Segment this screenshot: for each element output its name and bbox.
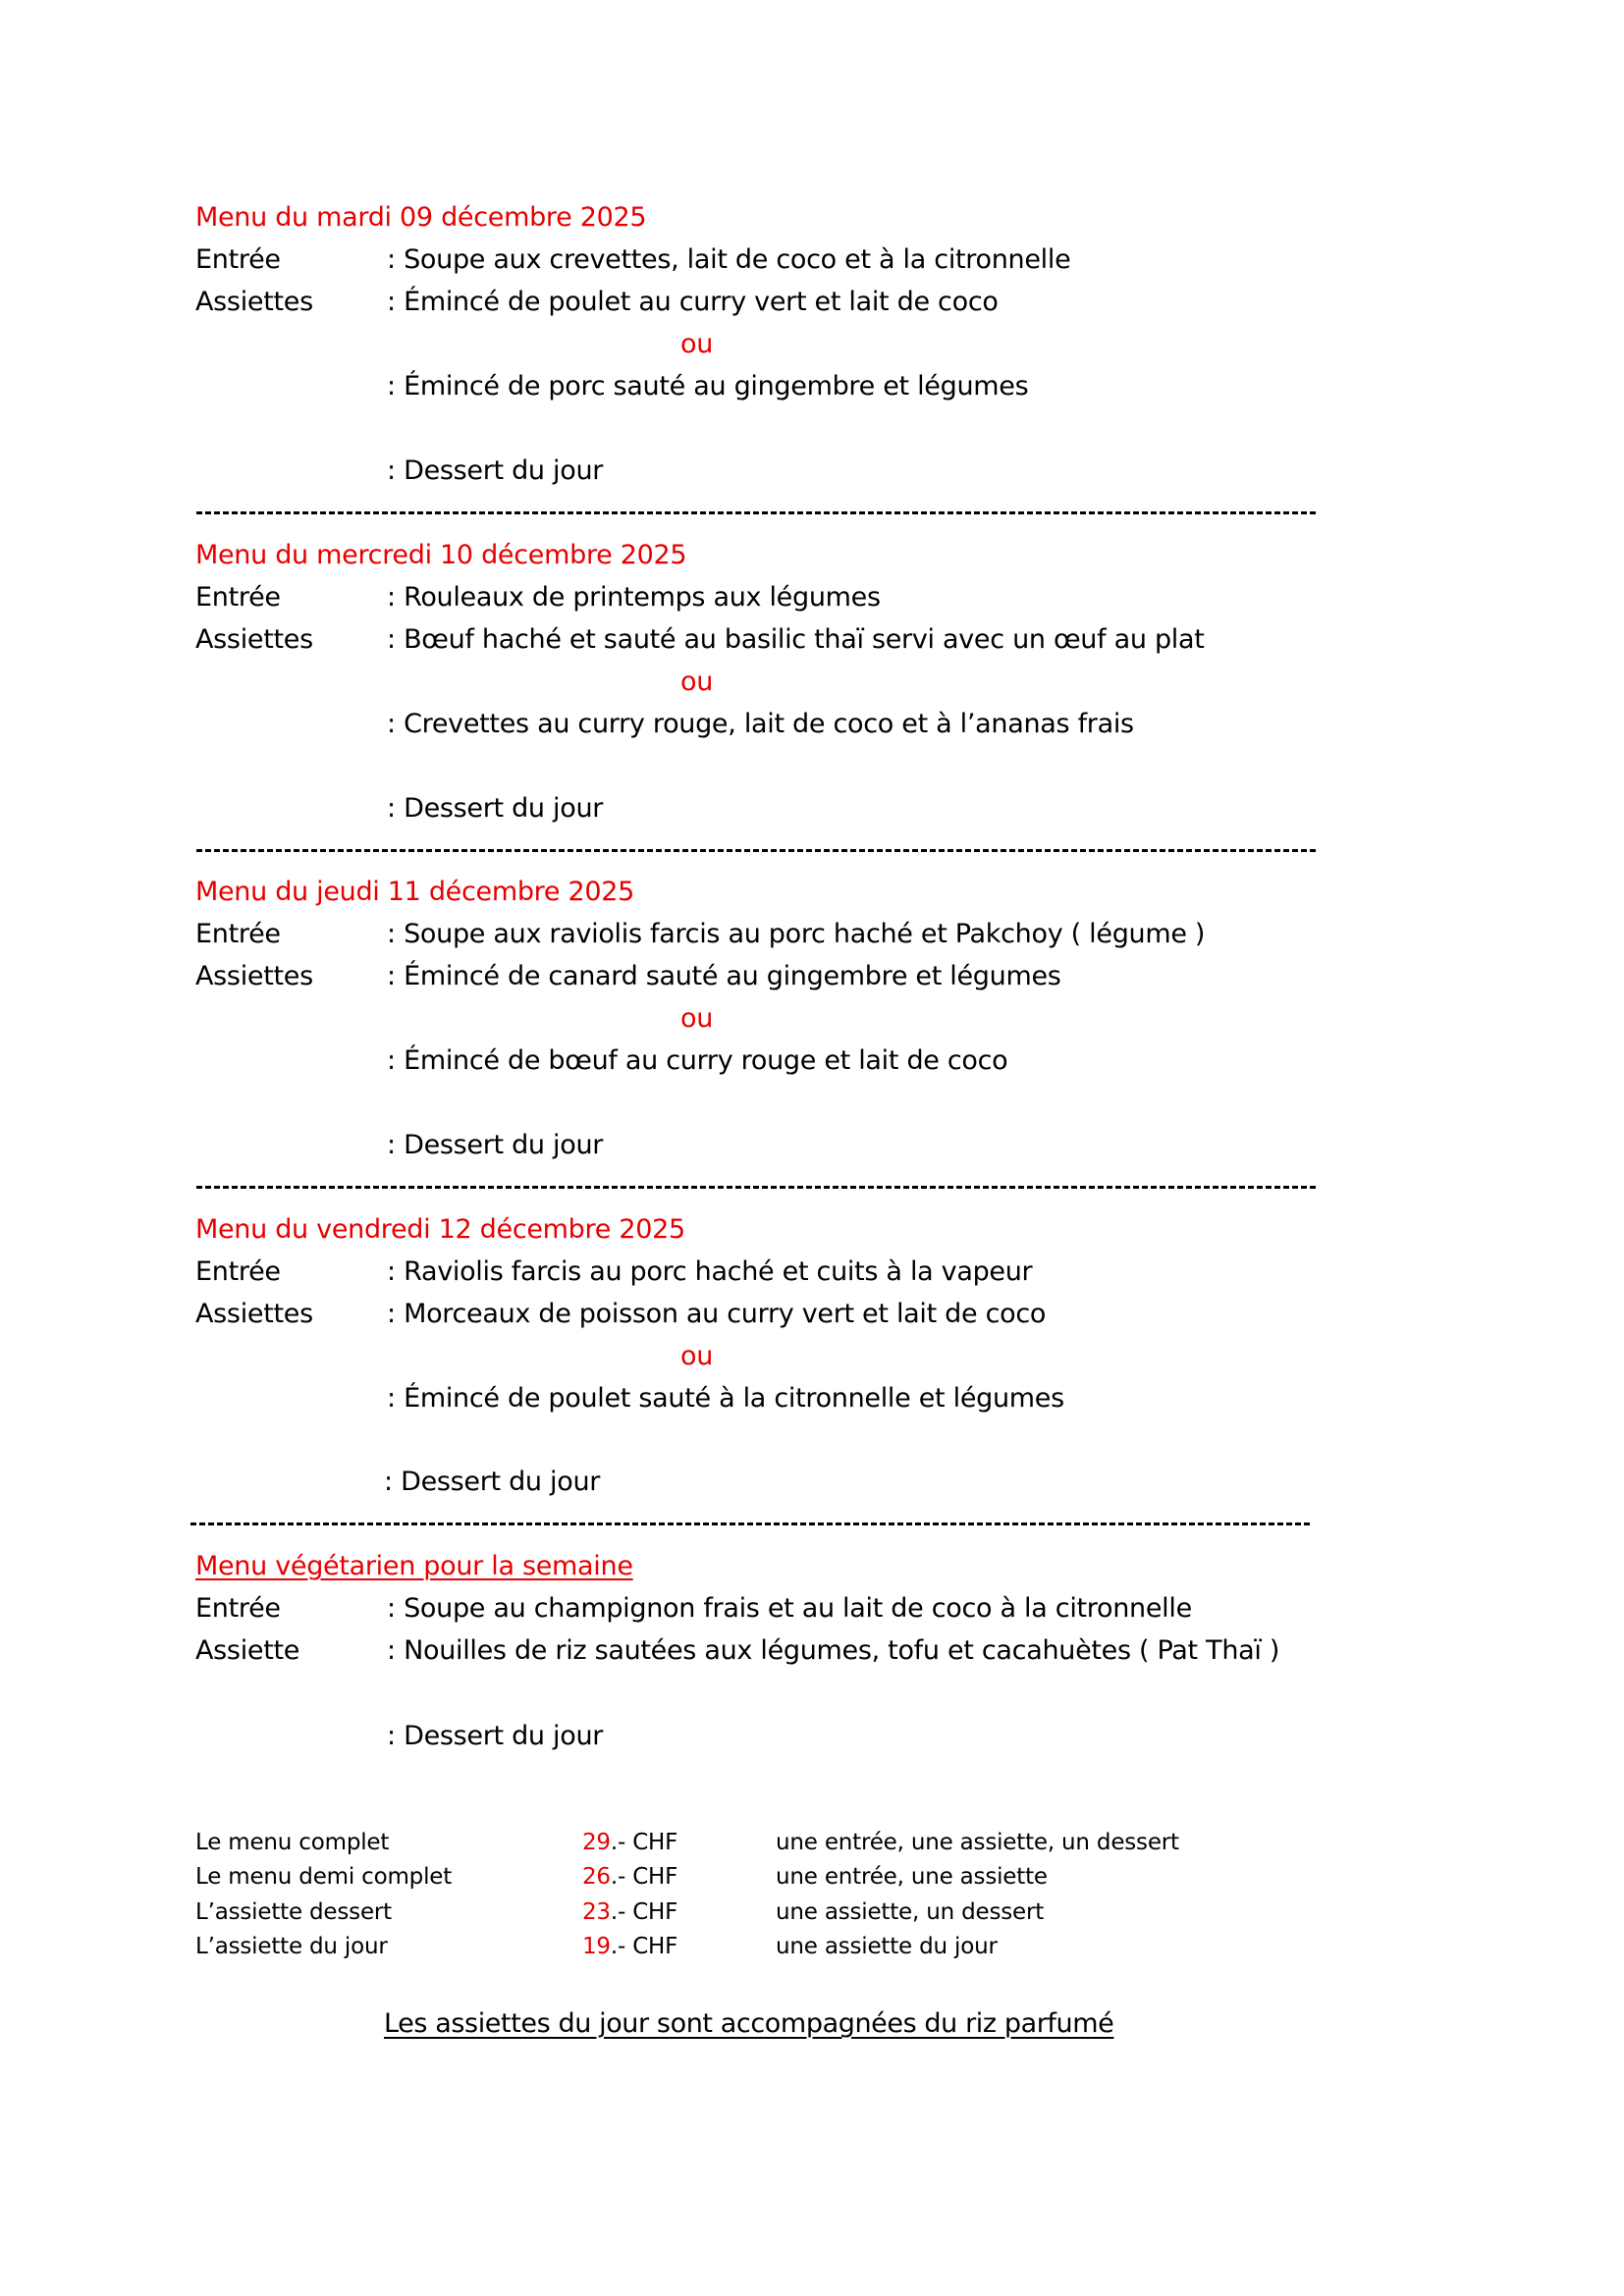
price-item-description: une entrée, une assiette — [776, 1864, 1048, 1890]
price-amount — [582, 1828, 677, 1857]
or-separator: ou — [680, 1003, 714, 1034]
section-divider — [190, 1522, 1310, 1525]
section-divider — [196, 511, 1316, 514]
vegetarian-heading: Menu végétarien pour la semaine — [195, 1551, 633, 1581]
assiette-option-2: : Émincé de bœuf au curry rouge et lait de coco — [387, 1045, 1008, 1076]
price-value: 26 — [582, 1864, 611, 1890]
entree-label: Entrée — [195, 582, 281, 613]
entree-dish: : Soupe aux crevettes, lait de coco et à la citronnelle — [387, 244, 1071, 275]
assiette-option-1: : Morceaux de poisson au curry vert et lait de coco — [387, 1299, 1047, 1329]
price-item-name: Le menu complet — [195, 1830, 390, 1855]
assiettes-label: Assiettes — [195, 961, 313, 991]
dessert-line: : Dessert du jour — [387, 455, 604, 486]
or-separator: ou — [680, 1341, 714, 1371]
price-item-description: une assiette, un dessert — [776, 1899, 1045, 1925]
dessert-line: : Dessert du jour — [387, 793, 604, 824]
day-heading: Menu du mardi 09 décembre 2025 — [195, 202, 647, 233]
entree-label: Entrée — [195, 244, 281, 275]
day-heading: Menu du vendredi 12 décembre 2025 — [195, 1214, 685, 1245]
price-item-name: L’assiette dessert — [195, 1899, 392, 1925]
entree-dish: : Soupe au champignon frais et au lait de coco à la citronnelle — [387, 1593, 1192, 1624]
price-amount — [582, 1862, 677, 1892]
day-heading: Menu du mercredi 10 décembre 2025 — [195, 540, 687, 570]
assiettes-label: Assiettes — [195, 1299, 313, 1329]
section-divider — [196, 1186, 1316, 1189]
entree-dish: : Raviolis farcis au porc haché et cuits à la vapeur — [387, 1256, 1033, 1287]
assiette-option-1: : Bœuf haché et sauté au basilic thaï servi avec un œuf au plat — [387, 624, 1205, 655]
assiette-option-2: : Crevettes au curry rouge, lait de coco et à l’ananas frais — [387, 709, 1134, 739]
price-value: 23 — [582, 1899, 611, 1925]
assiette-label: Assiette — [195, 1635, 300, 1666]
entree-label: Entrée — [195, 1593, 281, 1624]
price-currency: .- CHF — [610, 1934, 678, 1959]
price-item-description: une entrée, une assiette, un dessert — [776, 1830, 1179, 1855]
assiette-option-2: : Émincé de porc sauté au gingembre et légumes — [387, 371, 1029, 401]
section-divider — [196, 849, 1316, 852]
price-amount — [582, 1932, 677, 1961]
assiette-option-1: : Émincé de poulet au curry vert et lait de coco — [387, 287, 999, 317]
assiette-dish: : Nouilles de riz sautées aux légumes, tofu et cacahuètes ( Pat Thaï ) — [387, 1635, 1280, 1666]
entree-label: Entrée — [195, 919, 281, 949]
or-separator: ou — [680, 329, 714, 359]
assiettes-label: Assiettes — [195, 624, 313, 655]
entree-dish: : Soupe aux raviolis farcis au porc haché et Pakchoy ( légume ) — [387, 919, 1206, 949]
entree-dish: : Rouleaux de printemps aux légumes — [387, 582, 881, 613]
price-item-name: Le menu demi complet — [195, 1864, 453, 1890]
price-value: 19 — [582, 1934, 611, 1959]
assiette-option-1: : Émincé de canard sauté au gingembre et légumes — [387, 961, 1061, 991]
dessert-line: : Dessert du jour — [384, 1467, 601, 1497]
price-currency: .- CHF — [610, 1864, 678, 1890]
day-heading: Menu du jeudi 11 décembre 2025 — [195, 877, 634, 907]
dessert-line: : Dessert du jour — [387, 1130, 604, 1160]
or-separator: ou — [680, 667, 714, 697]
price-item-name: L’assiette du jour — [195, 1934, 388, 1959]
price-currency: .- CHF — [610, 1899, 678, 1925]
entree-label: Entrée — [195, 1256, 281, 1287]
price-value: 29 — [582, 1830, 611, 1855]
rice-note: Les assiettes du jour sont accompagnées du riz parfumé — [384, 2008, 1114, 2039]
price-currency: .- CHF — [610, 1830, 678, 1855]
assiette-option-2: : Émincé de poulet sauté à la citronnelle et légumes — [387, 1383, 1064, 1414]
price-amount — [582, 1897, 677, 1927]
assiettes-label: Assiettes — [195, 287, 313, 317]
dessert-line: : Dessert du jour — [387, 1721, 604, 1751]
price-item-description: une assiette du jour — [776, 1934, 998, 1959]
